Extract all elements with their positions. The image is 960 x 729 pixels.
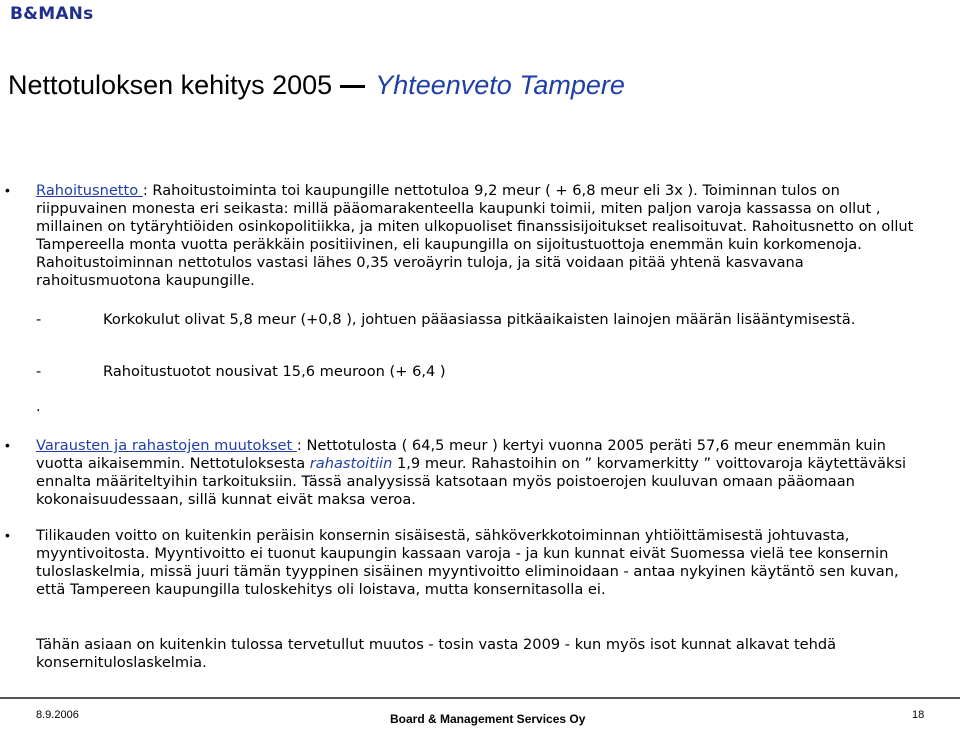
bullet-3-text-2: Tähän asiaan on kuitenkin tulossa tervetullut muutos - tosin vasta 2009 - kun myös isot kunnat alkavat tehdä konsernituloslaskelmia.	[36, 636, 837, 671]
stray-dot: .	[36, 398, 41, 415]
title-subtitle: Yhteenveto Tampere	[375, 70, 625, 100]
dash-2-marker: -	[36, 363, 42, 380]
rahoitusnetto-link[interactable]: Rahoitusnetto	[36, 182, 143, 199]
footer-company: Board & Management Services Oy	[390, 712, 586, 726]
page-number: 18	[912, 709, 925, 721]
bullet-3-marker: •	[5, 527, 10, 543]
bullet-1-body: : Rahoitustoiminta toi kaupungille nettotuloa 9,2 meur ( + 6,8 meur eli 3x ). Toiminnan tulos on riippuvainen monesta eri seikasta: millä pääomarakenteella kaupunki toimii, miten paljon varoja kassassa on ollut , millainen on tytäryhtiöiden osinkopolitiikka, ja miten ulkopuoliset finanssisijoitukset realisoituvat. Rahoitusnetto on ollut Tampereella monta vuotta peräkkäin positiivinen, eli kaupungilla on sijoitustuottoja enemmän kuin korkomenoja. Rahoitustoiminnan nettotulos vastasi lähes 0,35 veroäyrin tuloja, ja sitä voidaan pitää yhtenä kasvavana rahoitusmuotona kaupungille.	[36, 182, 914, 289]
bullet-2-text	[36, 437, 921, 509]
dash-2-text: Rahoitustuotot nousivat 15,6 meuroon (+ 6,4 )	[103, 363, 446, 380]
footer-divider	[0, 697, 960, 699]
logo-rest: MANs	[38, 4, 94, 24]
varausten-link[interactable]: Varausten ja rahastojen muutokset	[36, 437, 297, 454]
page-title	[8, 70, 625, 101]
dash-1-marker: -	[36, 311, 42, 328]
bullet-1-text	[36, 182, 921, 290]
bullet-1-marker: •	[5, 182, 10, 198]
logo	[10, 4, 93, 24]
bullet-2-body-1: : Nettotulosta ( 64,5 meur ) kertyi vuonna 2005 peräti 57,6 meur enemmän kuin vuotta aikaisemmin. Nettotuloksesta	[36, 437, 886, 472]
logo-b: B	[10, 4, 24, 24]
bullet-2-body-2: 1,9 meur. Rahastoihin on ” korvamerkitty ” voittovaroja käytettäväksi ennalta määriteltyihin tarkoituksiin. Tässä analyysissä katsotaan myös poistoerojen kuuluvan omaan pääomaan kokonaisuudessaan, sillä kunnat eivät maksa veroa.	[36, 455, 907, 508]
title-dash	[340, 85, 365, 88]
bullet-2-marker: •	[5, 437, 10, 453]
title-main: Nettotuloksen kehitys 2005	[8, 70, 333, 100]
bullet-3-text: Tilikauden voitto on kuitenkin peräisin konsernin sisäisestä, sähköverkkotoiminnan yhtiöittämisestä johtuvasta, myyntivoitosta. Myyntivoitto ei tuonut kaupungin kassaan varoja - ja kun kunnat eivät Suomessa vielä tee konsernin tuloslaskelmia, missä juuri tämän tyyppinen sisäinen myyntivoitto eliminoidaan - antaa nykyinen käytäntö sen kuvan, että Tampereen kaupungilla tuloskehitys oli loistava, mutta konsernitasolla ei.	[36, 527, 899, 598]
footer-date: 8.9.2006	[36, 709, 79, 721]
dash-1-text: Korkokulut olivat 5,8 meur (+0,8 ), johtuen pääasiassa pitkäaikaisten lainojen määrän lisääntymisestä.	[103, 311, 856, 328]
logo-ampersand: &	[23, 4, 39, 24]
bullet-2-italic: rahastoitiin	[309, 455, 397, 472]
